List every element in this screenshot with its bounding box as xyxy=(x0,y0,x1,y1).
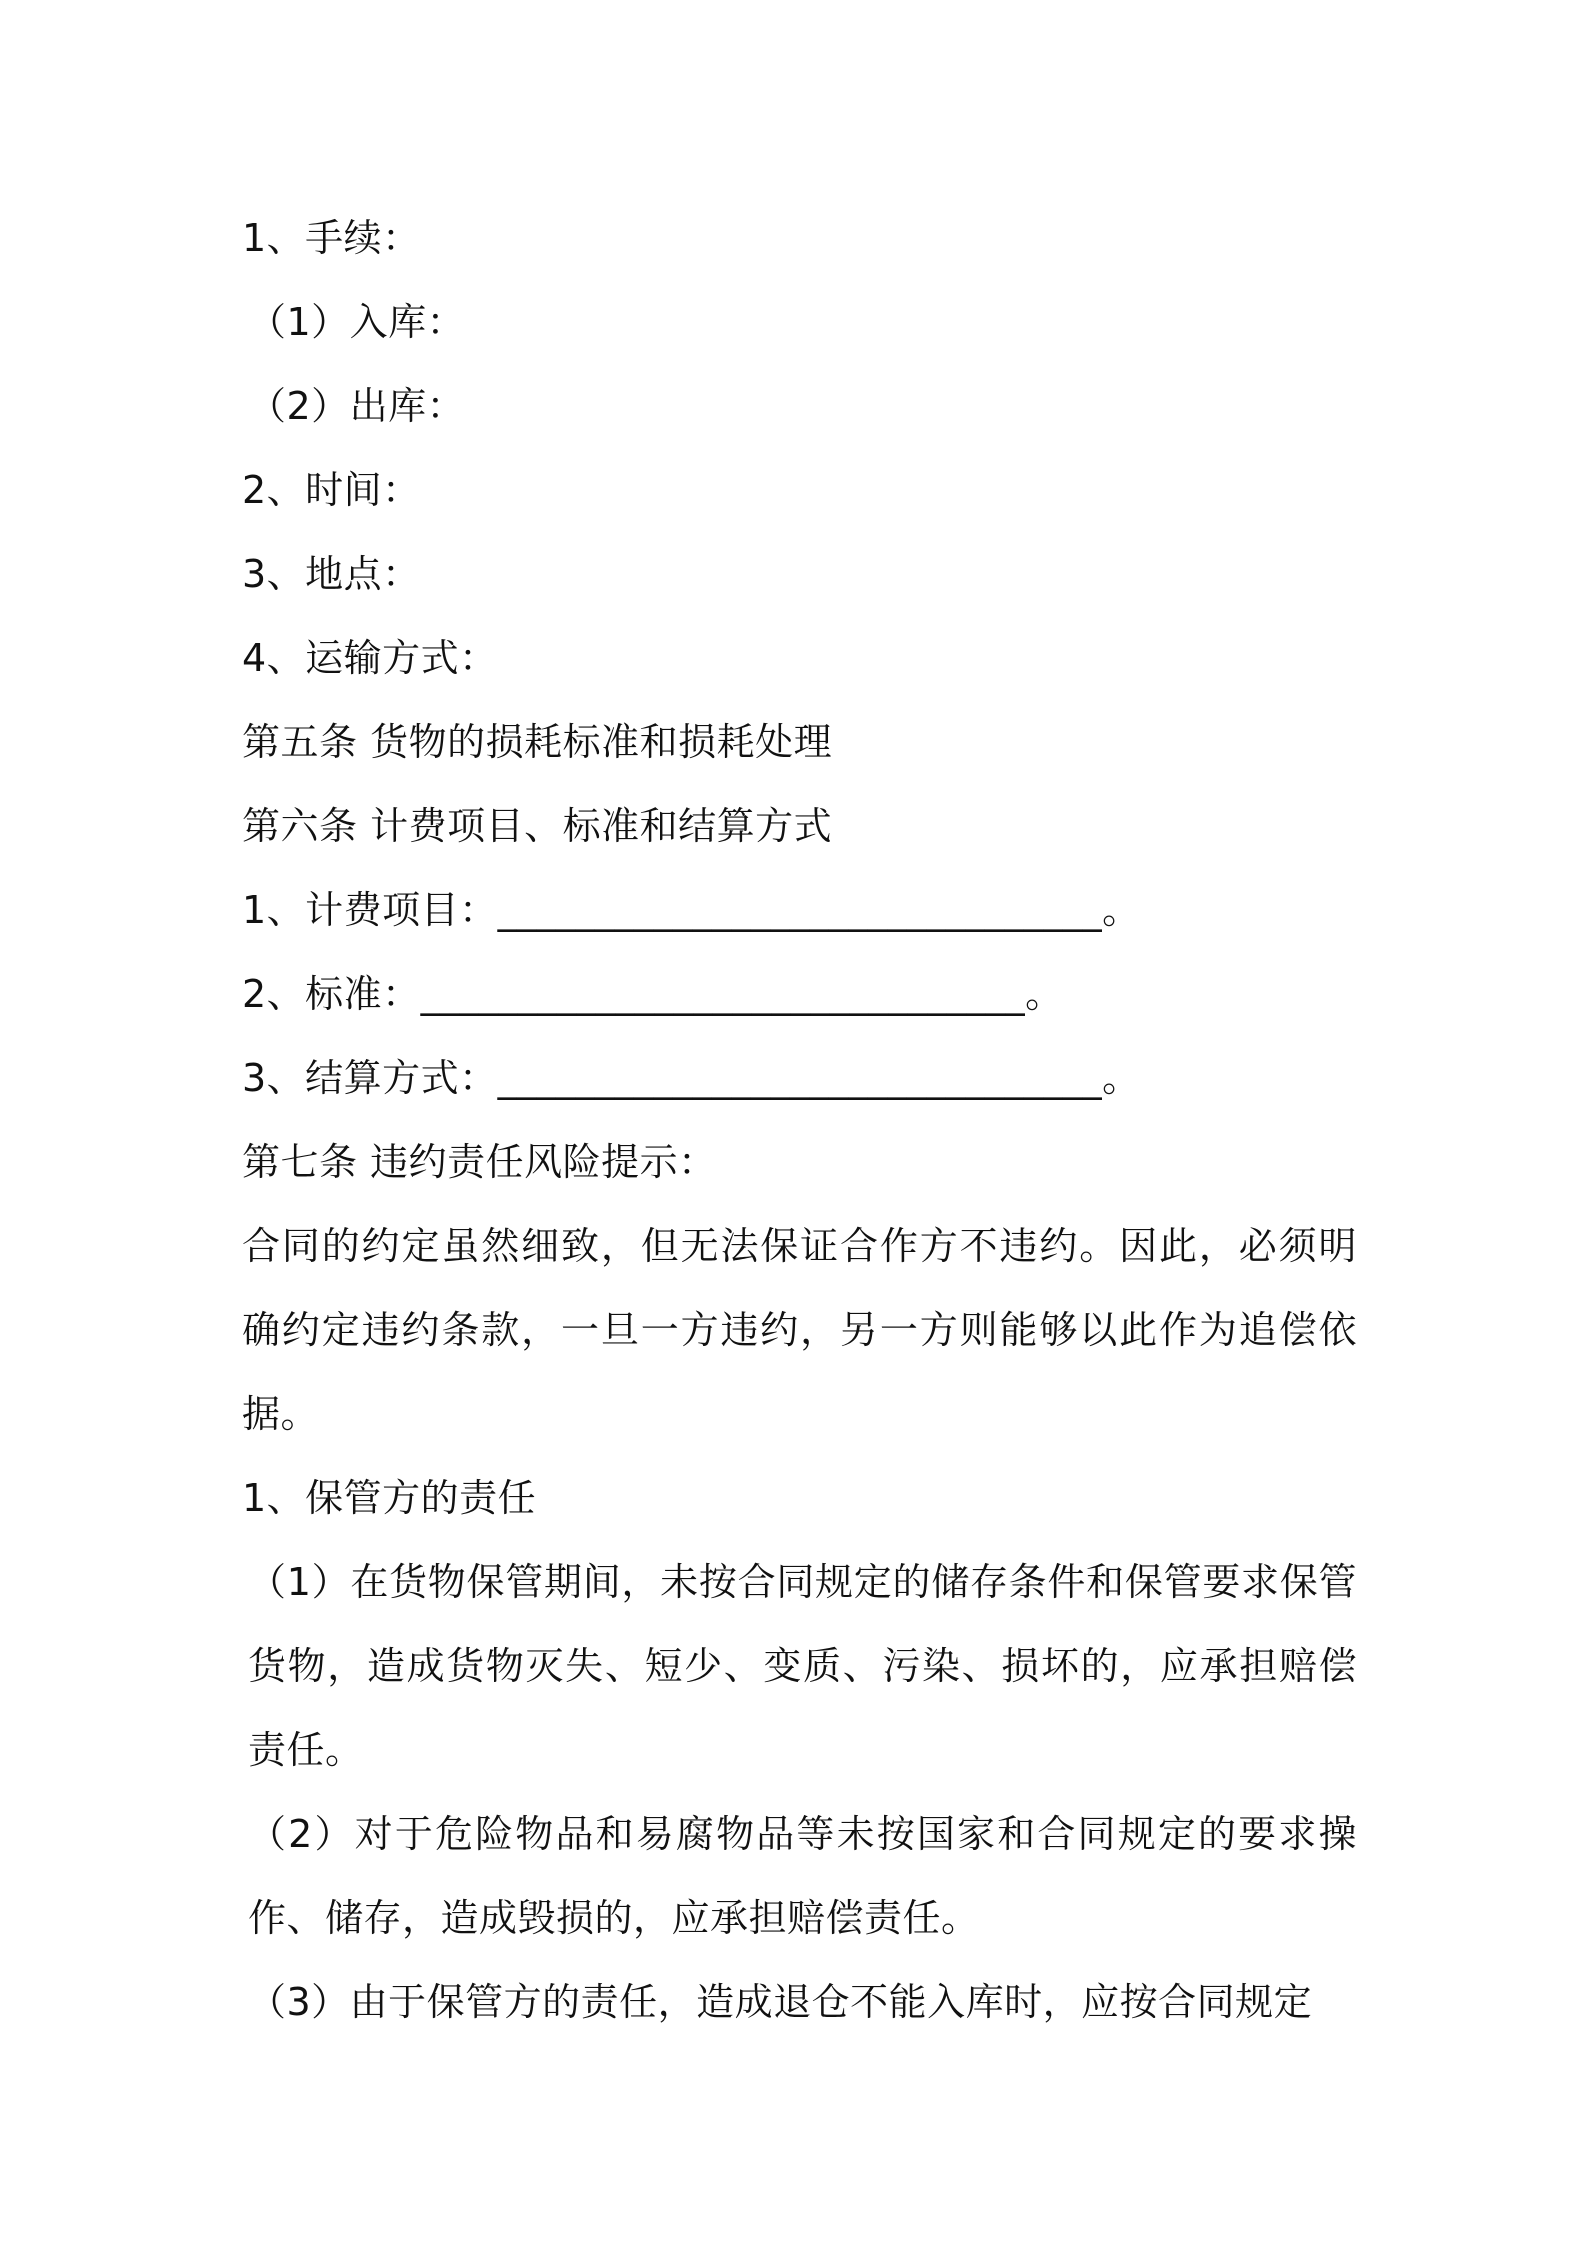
article-7-heading: 第七条 违约责任风险提示： xyxy=(242,1140,717,1184)
transport-item: 4、运输方式： xyxy=(242,636,498,680)
procedures-heading: 1、手续： xyxy=(242,216,421,260)
inbound-item: （1）入库： xyxy=(248,300,466,344)
time-item: 2、时间： xyxy=(242,468,421,512)
article-6-heading: 第六条 计费项目、标准和结算方式 xyxy=(242,804,833,848)
outbound-item: （2）出库： xyxy=(248,384,466,428)
location-item: 3、地点： xyxy=(242,552,421,596)
clause-2: （2）对于危险物品和易腐物品等未按国家和合同规定的要求操作、储存，造成毁损的，应承担赔偿责任。 xyxy=(248,1812,1357,1940)
standard-field: 2、标准：_______________________________。 xyxy=(242,972,1064,1016)
settlement-field: 3、结算方式：_______________________________。 xyxy=(242,1056,1141,1100)
clause-1: （1）在货物保管期间，未按合同规定的储存条件和保管要求保管货物，造成货物灭失、短少、变质、污染、损坏的，应承担赔偿责任。 xyxy=(248,1560,1357,1772)
risk-paragraph: 合同的约定虽然细致，但无法保证合作方不违约。因此，必须明确约定违约条款，一旦一方违约，另一方则能够以此作为追偿依据。 xyxy=(242,1224,1357,1436)
article-5-heading: 第五条 货物的损耗标准和损耗处理 xyxy=(242,720,833,764)
billing-items-field: 1、计费项目：_______________________________。 xyxy=(242,888,1141,932)
document-body xyxy=(242,196,1357,2044)
clause-3: （3）由于保管方的责任，造成退仓不能入库时，应按合同规定 xyxy=(248,1980,1313,2024)
custodian-heading: 1、保管方的责任 xyxy=(242,1476,537,1520)
